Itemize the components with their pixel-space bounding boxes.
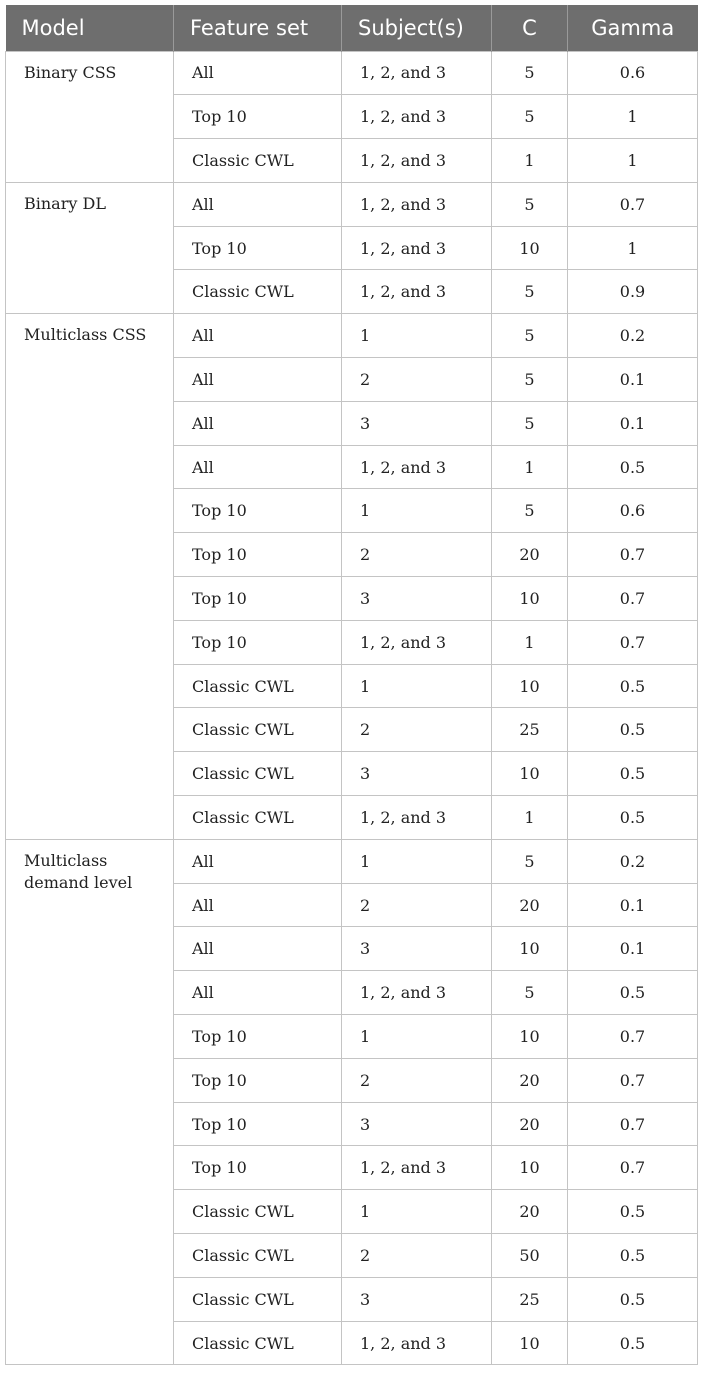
cell-feature-set: Classic CWL bbox=[174, 1234, 342, 1278]
cell-gamma: 0.7 bbox=[568, 1058, 698, 1102]
cell-c: 20 bbox=[492, 1058, 568, 1102]
cell-subjects: 1, 2, and 3 bbox=[342, 1146, 492, 1190]
cell-subjects: 1 bbox=[342, 664, 492, 708]
cell-feature-set: Top 10 bbox=[174, 1015, 342, 1059]
cell-c: 1 bbox=[492, 620, 568, 664]
cell-c: 20 bbox=[492, 1102, 568, 1146]
cell-subjects: 2 bbox=[342, 1234, 492, 1278]
cell-c: 25 bbox=[492, 708, 568, 752]
cell-subjects: 1, 2, and 3 bbox=[342, 95, 492, 139]
cell-subjects: 3 bbox=[342, 1102, 492, 1146]
cell-c: 10 bbox=[492, 752, 568, 796]
table-row bbox=[6, 51, 698, 95]
cell-feature-set: All bbox=[174, 839, 342, 883]
cell-model: Binary CSS bbox=[6, 51, 174, 182]
cell-feature-set: Classic CWL bbox=[174, 270, 342, 314]
cell-feature-set: All bbox=[174, 51, 342, 95]
cell-subjects: 2 bbox=[342, 1058, 492, 1102]
cell-feature-set: Classic CWL bbox=[174, 1277, 342, 1321]
cell-gamma: 0.7 bbox=[568, 577, 698, 621]
cell-gamma: 0.6 bbox=[568, 489, 698, 533]
cell-gamma: 0.5 bbox=[568, 1277, 698, 1321]
table-body bbox=[6, 51, 698, 1365]
cell-gamma: 0.7 bbox=[568, 620, 698, 664]
cell-gamma: 0.7 bbox=[568, 1015, 698, 1059]
cell-c: 10 bbox=[492, 226, 568, 270]
cell-gamma: 0.7 bbox=[568, 1102, 698, 1146]
header-feature-set: Feature set bbox=[174, 5, 342, 51]
cell-feature-set: Classic CWL bbox=[174, 1190, 342, 1234]
header-model: Model bbox=[6, 5, 174, 51]
cell-model: Multiclass CSS bbox=[6, 314, 174, 840]
cell-subjects: 2 bbox=[342, 883, 492, 927]
header-gamma: Gamma bbox=[568, 5, 698, 51]
cell-feature-set: All bbox=[174, 883, 342, 927]
cell-feature-set: Classic CWL bbox=[174, 796, 342, 840]
cell-subjects: 1, 2, and 3 bbox=[342, 139, 492, 183]
cell-c: 20 bbox=[492, 883, 568, 927]
cell-c: 5 bbox=[492, 270, 568, 314]
cell-feature-set: Top 10 bbox=[174, 1058, 342, 1102]
cell-c: 10 bbox=[492, 1015, 568, 1059]
cell-c: 5 bbox=[492, 839, 568, 883]
cell-subjects: 1 bbox=[342, 1015, 492, 1059]
cell-gamma: 0.1 bbox=[568, 401, 698, 445]
header-row bbox=[6, 5, 698, 51]
cell-subjects: 1, 2, and 3 bbox=[342, 1321, 492, 1365]
cell-subjects: 1, 2, and 3 bbox=[342, 445, 492, 489]
cell-feature-set: Classic CWL bbox=[174, 1321, 342, 1365]
cell-subjects: 1 bbox=[342, 314, 492, 358]
cell-c: 10 bbox=[492, 664, 568, 708]
cell-gamma: 0.5 bbox=[568, 752, 698, 796]
cell-c: 20 bbox=[492, 533, 568, 577]
cell-gamma: 0.7 bbox=[568, 1146, 698, 1190]
cell-c: 5 bbox=[492, 971, 568, 1015]
cell-gamma: 0.5 bbox=[568, 971, 698, 1015]
cell-feature-set: Classic CWL bbox=[174, 139, 342, 183]
cell-c: 1 bbox=[492, 445, 568, 489]
cell-c: 5 bbox=[492, 401, 568, 445]
cell-subjects: 3 bbox=[342, 1277, 492, 1321]
cell-subjects: 1, 2, and 3 bbox=[342, 182, 492, 226]
cell-c: 5 bbox=[492, 51, 568, 95]
cell-feature-set: Top 10 bbox=[174, 577, 342, 621]
cell-c: 1 bbox=[492, 139, 568, 183]
cell-feature-set: Classic CWL bbox=[174, 664, 342, 708]
cell-model: Binary DL bbox=[6, 182, 174, 313]
cell-c: 25 bbox=[492, 1277, 568, 1321]
cell-feature-set: Classic CWL bbox=[174, 708, 342, 752]
cell-gamma: 0.1 bbox=[568, 927, 698, 971]
cell-gamma: 0.2 bbox=[568, 314, 698, 358]
cell-feature-set: Classic CWL bbox=[174, 752, 342, 796]
cell-feature-set: Top 10 bbox=[174, 1102, 342, 1146]
cell-gamma: 0.5 bbox=[568, 445, 698, 489]
cell-subjects: 2 bbox=[342, 708, 492, 752]
cell-c: 10 bbox=[492, 927, 568, 971]
cell-gamma: 0.5 bbox=[568, 708, 698, 752]
cell-c: 10 bbox=[492, 577, 568, 621]
header-c: C bbox=[492, 5, 568, 51]
cell-c: 5 bbox=[492, 358, 568, 402]
cell-c: 5 bbox=[492, 182, 568, 226]
cell-feature-set: All bbox=[174, 927, 342, 971]
cell-gamma: 0.7 bbox=[568, 182, 698, 226]
cell-gamma: 0.9 bbox=[568, 270, 698, 314]
cell-subjects: 3 bbox=[342, 577, 492, 621]
cell-feature-set: All bbox=[174, 182, 342, 226]
cell-c: 50 bbox=[492, 1234, 568, 1278]
cell-subjects: 1, 2, and 3 bbox=[342, 51, 492, 95]
cell-c: 5 bbox=[492, 95, 568, 139]
cell-subjects: 3 bbox=[342, 752, 492, 796]
cell-feature-set: Top 10 bbox=[174, 1146, 342, 1190]
cell-gamma: 0.2 bbox=[568, 839, 698, 883]
cell-subjects: 1, 2, and 3 bbox=[342, 971, 492, 1015]
cell-c: 5 bbox=[492, 489, 568, 533]
cell-c: 10 bbox=[492, 1146, 568, 1190]
cell-subjects: 1 bbox=[342, 1190, 492, 1234]
cell-gamma: 0.5 bbox=[568, 1190, 698, 1234]
cell-gamma: 0.5 bbox=[568, 1321, 698, 1365]
cell-feature-set: Top 10 bbox=[174, 226, 342, 270]
table-header bbox=[6, 5, 698, 51]
cell-gamma: 0.5 bbox=[568, 1234, 698, 1278]
table-row bbox=[6, 182, 698, 226]
cell-gamma: 1 bbox=[568, 139, 698, 183]
cell-subjects: 1, 2, and 3 bbox=[342, 620, 492, 664]
cell-gamma: 0.1 bbox=[568, 883, 698, 927]
header-subjects: Subject(s) bbox=[342, 5, 492, 51]
cell-gamma: 0.1 bbox=[568, 358, 698, 402]
cell-subjects: 1, 2, and 3 bbox=[342, 796, 492, 840]
cell-feature-set: Top 10 bbox=[174, 533, 342, 577]
cell-feature-set: Top 10 bbox=[174, 95, 342, 139]
cell-subjects: 1 bbox=[342, 839, 492, 883]
cell-feature-set: All bbox=[174, 445, 342, 489]
cell-feature-set: Top 10 bbox=[174, 489, 342, 533]
cell-subjects: 1, 2, and 3 bbox=[342, 270, 492, 314]
cell-subjects: 2 bbox=[342, 358, 492, 402]
cell-subjects: 3 bbox=[342, 927, 492, 971]
cell-gamma: 0.6 bbox=[568, 51, 698, 95]
cell-subjects: 3 bbox=[342, 401, 492, 445]
table-row bbox=[6, 314, 698, 358]
cell-gamma: 0.7 bbox=[568, 533, 698, 577]
table-container bbox=[5, 5, 697, 1365]
cell-c: 20 bbox=[492, 1190, 568, 1234]
hyperparameter-table bbox=[5, 5, 698, 1365]
cell-feature-set: All bbox=[174, 358, 342, 402]
cell-c: 5 bbox=[492, 314, 568, 358]
table-row bbox=[6, 839, 698, 883]
cell-feature-set: Top 10 bbox=[174, 620, 342, 664]
cell-subjects: 1 bbox=[342, 489, 492, 533]
cell-subjects: 1, 2, and 3 bbox=[342, 226, 492, 270]
cell-subjects: 2 bbox=[342, 533, 492, 577]
cell-gamma: 0.5 bbox=[568, 664, 698, 708]
cell-model: Multiclass demand level bbox=[6, 839, 174, 1365]
cell-gamma: 1 bbox=[568, 226, 698, 270]
cell-feature-set: All bbox=[174, 314, 342, 358]
cell-c: 10 bbox=[492, 1321, 568, 1365]
cell-gamma: 1 bbox=[568, 95, 698, 139]
cell-c: 1 bbox=[492, 796, 568, 840]
cell-feature-set: All bbox=[174, 401, 342, 445]
cell-feature-set: All bbox=[174, 971, 342, 1015]
cell-gamma: 0.5 bbox=[568, 796, 698, 840]
